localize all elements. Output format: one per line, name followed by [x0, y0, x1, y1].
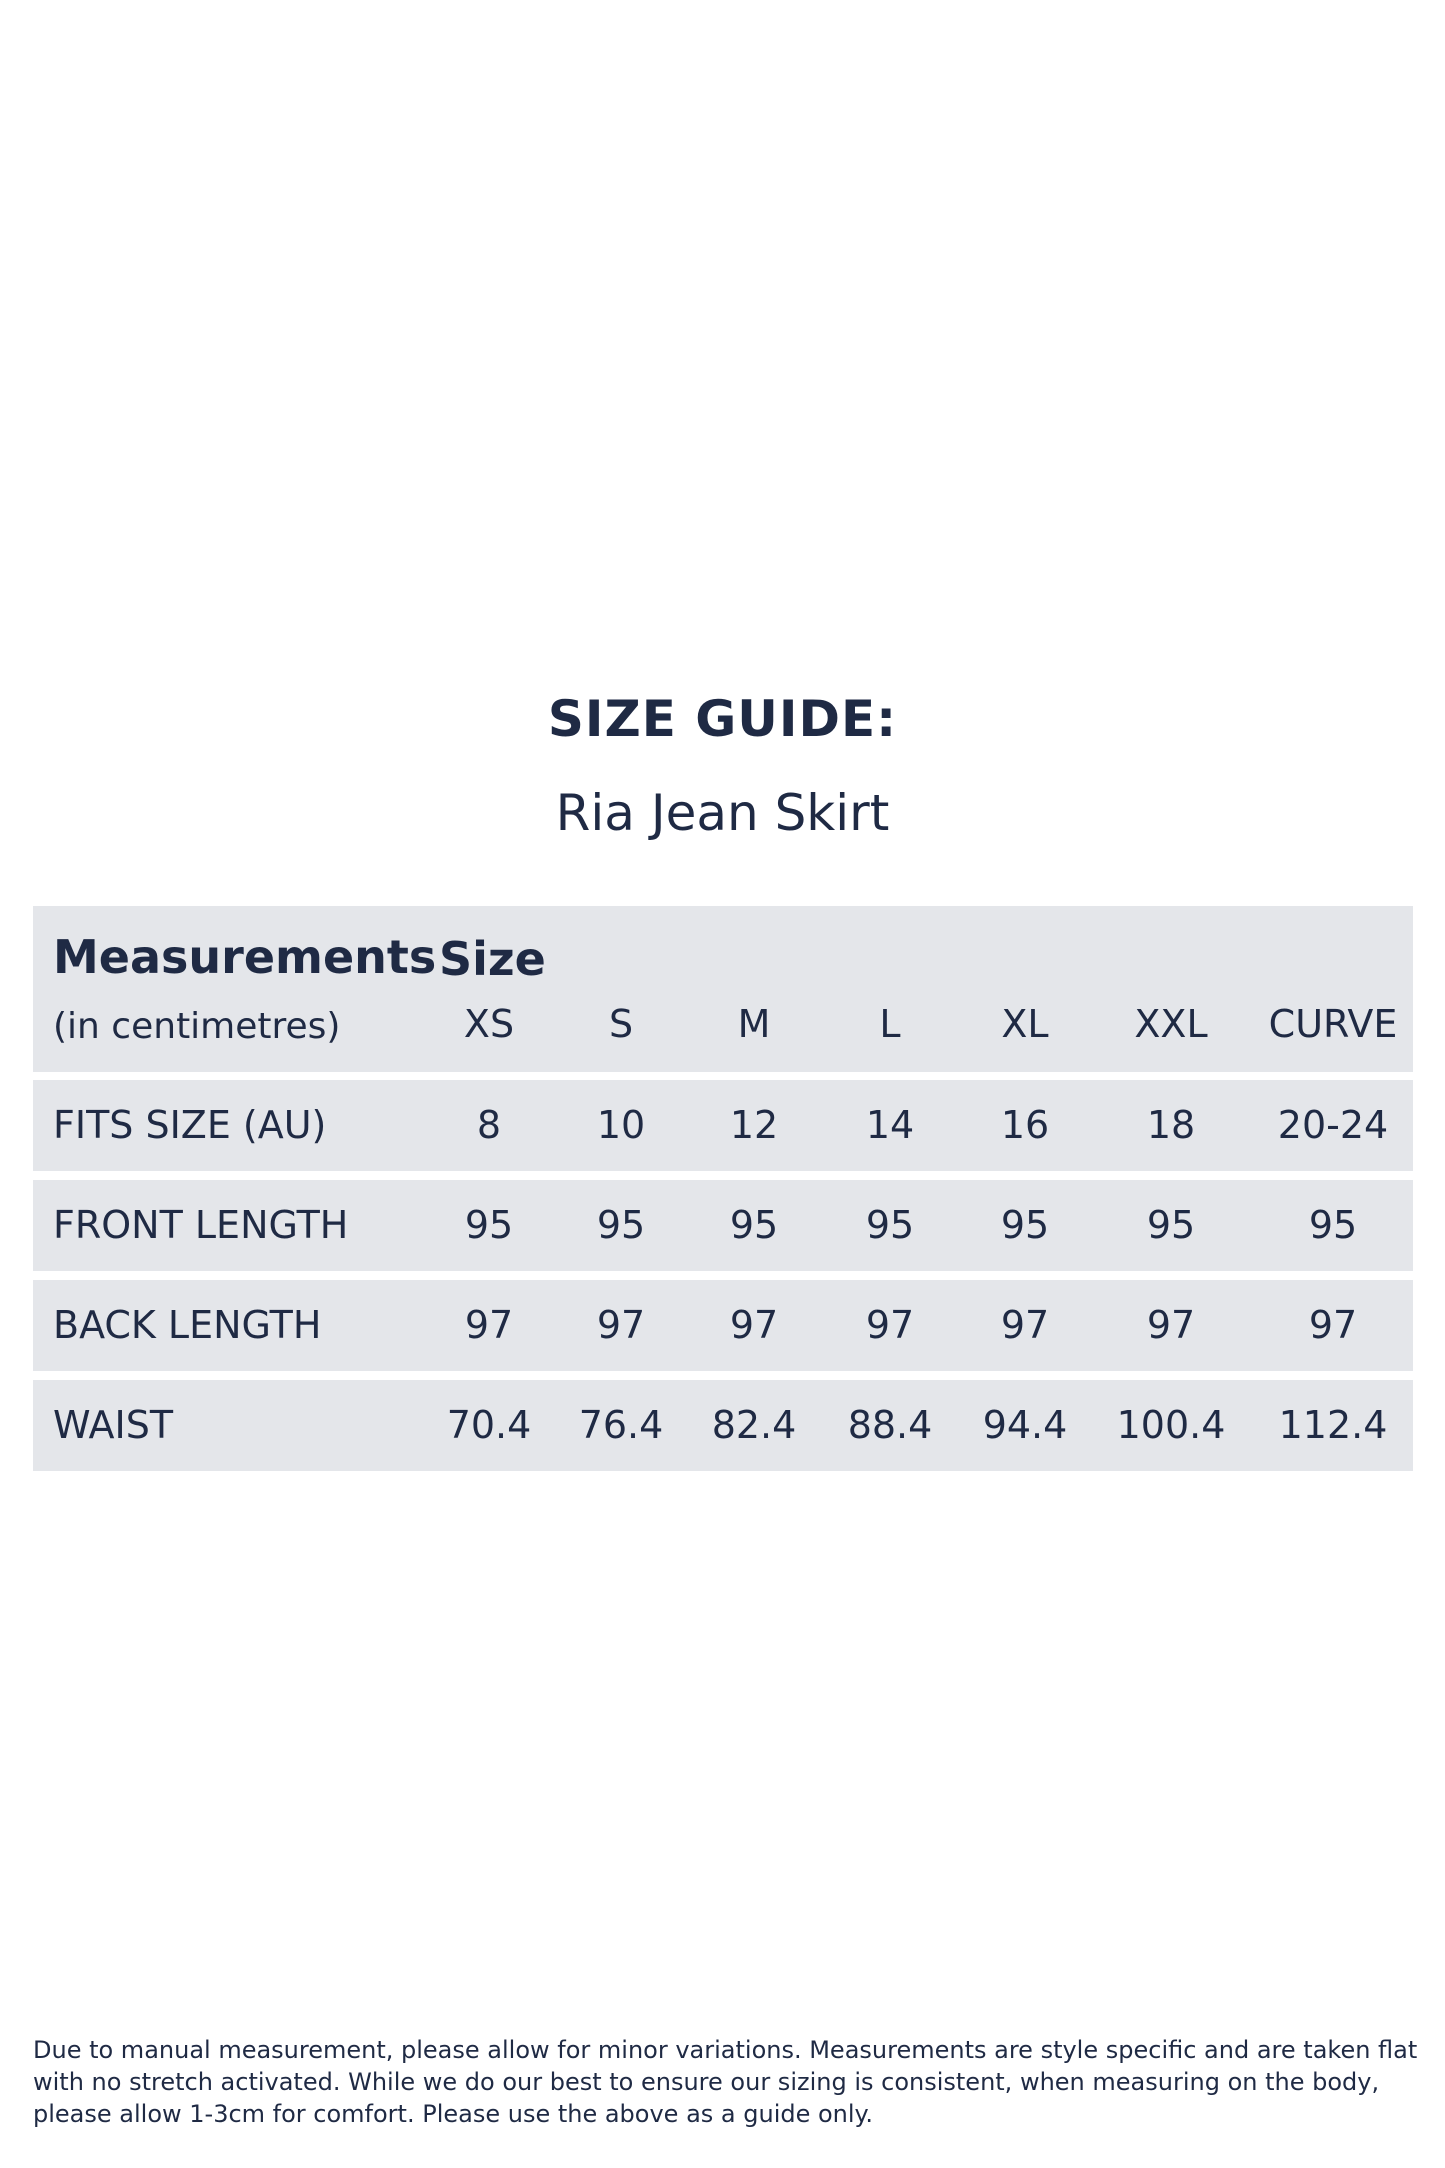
table-row	[33, 1280, 1413, 1371]
table-header-row	[33, 906, 1413, 1072]
size-column-header: S	[608, 1002, 634, 1046]
table-cell: 70.4	[446, 1403, 532, 1447]
table-cell: 20-24	[1277, 1103, 1389, 1147]
table-cell: 95	[729, 1203, 779, 1247]
page-title: SIZE GUIDE:	[547, 690, 898, 748]
table-cell: 12	[729, 1103, 779, 1147]
table-cell: 112.4	[1278, 1403, 1388, 1447]
size-heading: Size	[439, 932, 546, 986]
row-label: WAIST	[53, 1403, 174, 1447]
table-cell: 18	[1146, 1103, 1196, 1147]
table-cell: 100.4	[1116, 1403, 1226, 1447]
table-cell: 95	[1146, 1203, 1196, 1247]
table-row	[33, 1180, 1413, 1271]
table-cell: 16	[1000, 1103, 1050, 1147]
table-cell: 95	[596, 1203, 646, 1247]
size-column-header: XL	[1001, 1002, 1049, 1046]
table-cell: 97	[729, 1303, 779, 1347]
table-cell: 97	[596, 1303, 646, 1347]
table-cell: 95	[1000, 1203, 1050, 1247]
table-row	[33, 1080, 1413, 1171]
table-cell: 76.4	[578, 1403, 664, 1447]
table-cell: 97	[1146, 1303, 1196, 1347]
measurements-heading: Measurements	[53, 930, 437, 984]
size-column-header: M	[737, 1002, 771, 1046]
table-cell: 97	[1308, 1303, 1358, 1347]
row-label: FITS SIZE (AU)	[53, 1103, 327, 1147]
measurement-disclaimer: Due to manual measurement, please allow for minor variations. Measurements are style specific and are taken flat with no stretch activated. While we do our best to ensure our sizing is consistent, when measuring on the body, please allow 1-3cm for comfort. Please use the above as a guide only.	[33, 2036, 1418, 2128]
table-row	[33, 1380, 1413, 1471]
unit-label: (in centimetres)	[53, 1006, 341, 1047]
table-cell: 94.4	[982, 1403, 1068, 1447]
size-column-header: L	[879, 1002, 901, 1046]
table-cell: 97	[1000, 1303, 1050, 1347]
table-cell: 8	[476, 1103, 502, 1147]
size-column-header: CURVE	[1268, 1002, 1398, 1046]
table-cell: 97	[464, 1303, 514, 1347]
table-cell: 82.4	[711, 1403, 797, 1447]
product-name: Ria Jean Skirt	[555, 784, 890, 842]
table-cell: 88.4	[847, 1403, 933, 1447]
table-cell: 10	[596, 1103, 646, 1147]
size-guide-table	[33, 906, 1413, 1480]
size-column-header: XS	[463, 1002, 515, 1046]
table-cell: 97	[865, 1303, 915, 1347]
row-label: FRONT LENGTH	[53, 1203, 349, 1247]
table-cell: 95	[1308, 1203, 1358, 1247]
table-cell: 95	[865, 1203, 915, 1247]
table-cell: 95	[464, 1203, 514, 1247]
row-label: BACK LENGTH	[53, 1303, 322, 1347]
table-cell: 14	[865, 1103, 915, 1147]
size-column-header: XXL	[1134, 1002, 1208, 1046]
